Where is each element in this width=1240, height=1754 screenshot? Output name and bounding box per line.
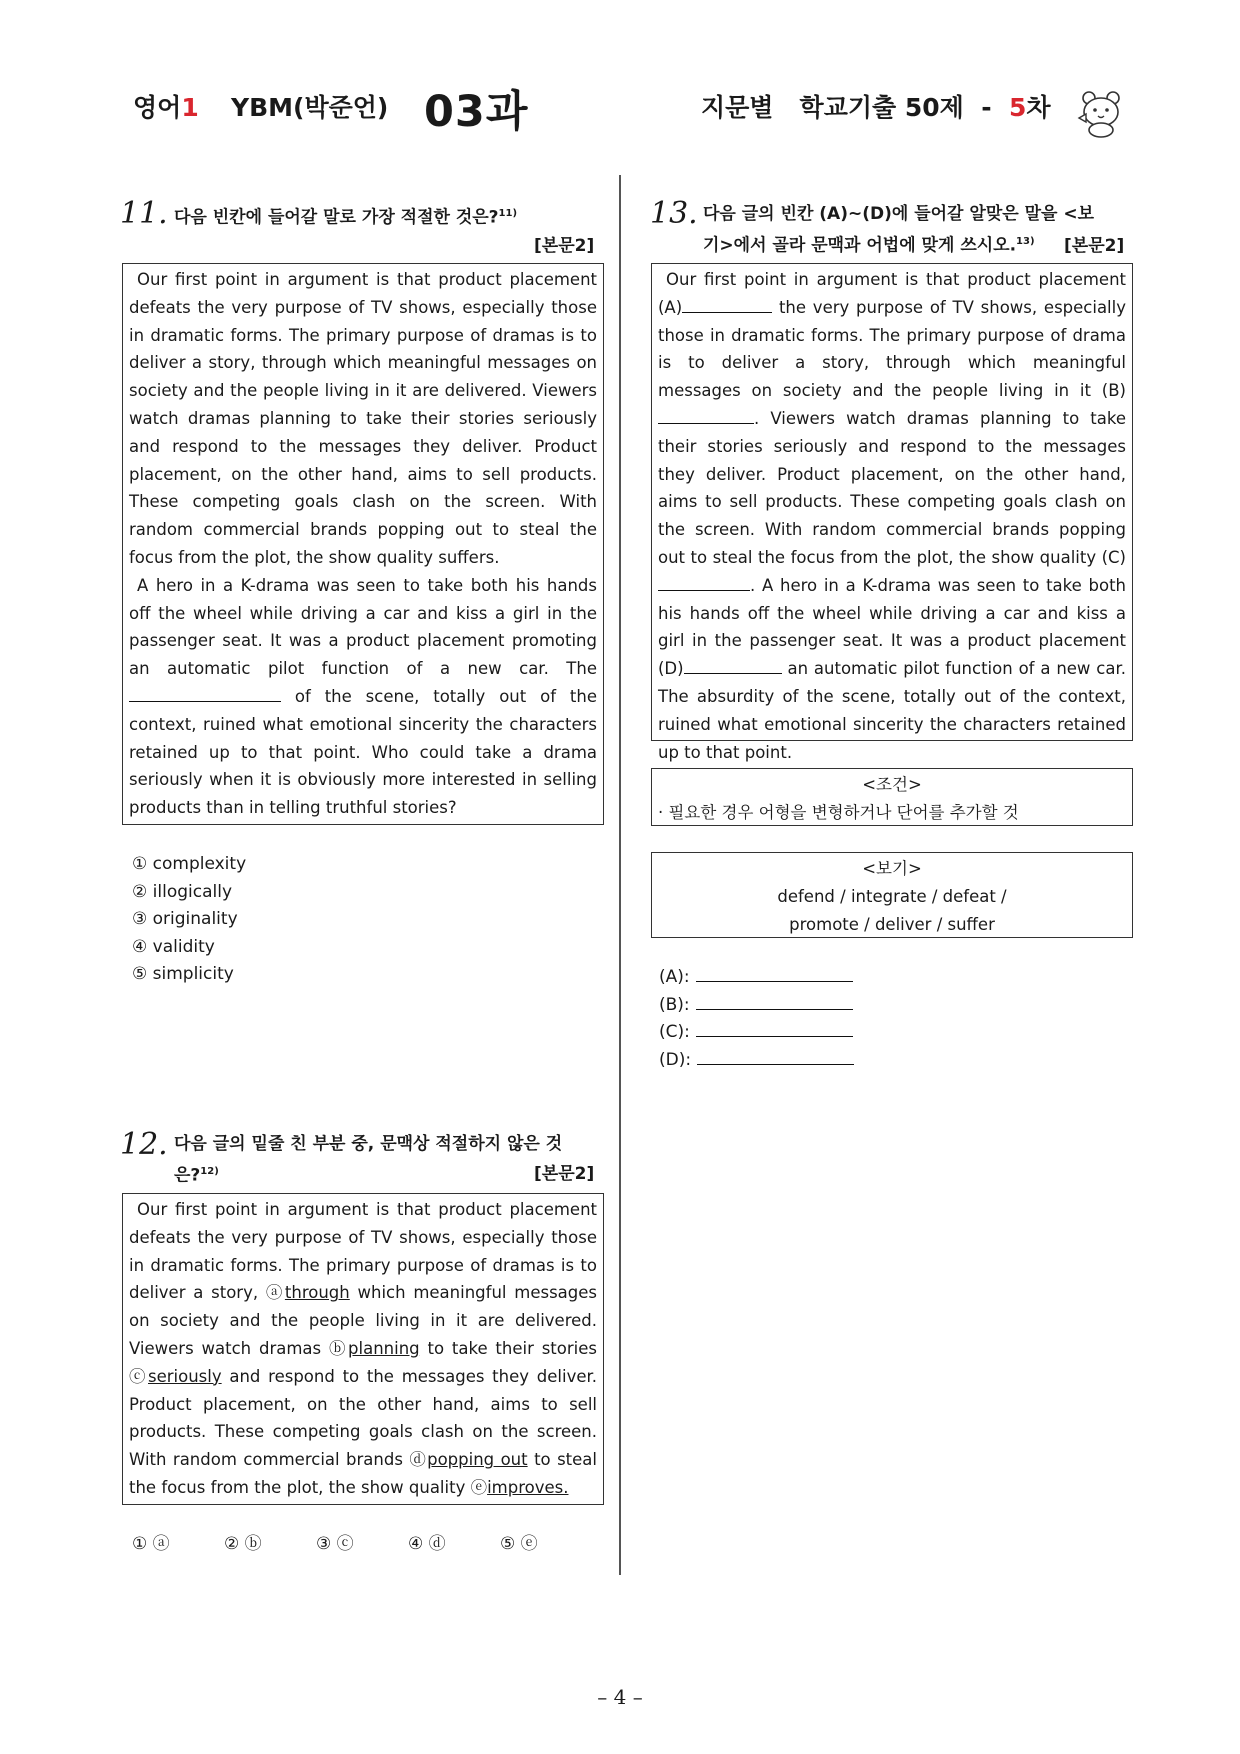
q11-option[interactable]: ③ originality xyxy=(132,909,238,930)
bogi-words-2: promote / deliver / suffer xyxy=(789,914,995,934)
q11-option[interactable]: ① complexity xyxy=(132,854,247,874)
answer-d[interactable]: (D): xyxy=(659,1047,854,1075)
q11-number: 11. xyxy=(120,196,168,231)
blank-b xyxy=(658,407,754,424)
condition-title: <조건> xyxy=(862,775,922,794)
blank-d xyxy=(684,657,782,674)
condition-box xyxy=(651,768,1133,826)
underlined-e: improves. xyxy=(487,1477,569,1497)
series-title: 지문별 학교기출 50제 - 5차 xyxy=(701,93,1051,122)
q12-option[interactable]: ② ⓑ xyxy=(224,1534,262,1554)
answer-a[interactable]: (A): xyxy=(659,964,854,992)
bogi-title: <보기> xyxy=(862,859,922,878)
bear-mascot-icon xyxy=(1075,88,1127,138)
q12-passage: Our first point in argument is that product placement defeats the very purpose of TV shows, especially those in dramatic forms. The primary purpose of dramas is to deliver a story, ⓐthrough which meaningful messages on society and the people living in it are delivered. Viewers watch dramas ⓑplanning to take their stories ⓒseriously and respond to the messages they deliver. Product placement, on the other hand, aims to sell products. These competing goals clash on the screen. With random commercial brands ⓓpopping out to steal the focus from the plot, the show quality ⓔimproves. xyxy=(122,1193,604,1505)
q11-paragraph-2: A hero in a K-drama was seen to take both his hands off the wheel while driving a car and kiss a girl in the passenger seat. It was a product placement promoting an automatic pilot function of a new car. The of the scene, totally out of the context, ruined what emotional sincerity the characters retained up to that point. Who could take a drama seriously when it is obviously more interested in selling products than in telling truthful stories? xyxy=(129,575,597,818)
page-number: – 4 – xyxy=(597,1685,643,1709)
subject-title: 영어1 xyxy=(133,93,199,122)
q12-option[interactable]: ⑤ ⓔ xyxy=(500,1534,538,1554)
condition-text: · 필요한 경우 어형을 변형하거나 단어를 추가할 것 xyxy=(658,802,1019,822)
q11-passage xyxy=(122,263,604,825)
q13-number: 13. xyxy=(650,196,698,231)
q11-options xyxy=(132,851,246,989)
underlined-a: through xyxy=(284,1283,350,1303)
q12-options xyxy=(132,1531,592,1559)
underlined-b: planning xyxy=(348,1338,420,1358)
q11-blank xyxy=(129,685,281,702)
q13-question: 다음 글의 빈칸 (A)~(D)에 들어갈 알맞은 말을 <보 기>에서 골라 문맥과 어법에 맞게 쓰시오.$^{13)}$ xyxy=(703,204,1095,256)
q12-tag: [본문2] xyxy=(534,1164,595,1184)
bogi-box xyxy=(651,852,1133,938)
underlined-d: popping out xyxy=(427,1450,528,1470)
subject-number: 1 xyxy=(181,93,199,122)
q12-question: 다음 글의 밑줄 친 부분 중, 문맥상 적절하지 않은 것 은?$^{12)}$ xyxy=(174,1134,563,1186)
answer-b[interactable]: (B): xyxy=(659,992,854,1020)
q13-passage: Our first point in argument is that product placement (A) the very purpose of TV shows, especially those in dramatic forms. The primary purpose of drama is to deliver a story, through which meaningful messages on society and the people living in it (B). Viewers watch dramas planning to take their stories seriously and respond to the messages they deliver. Product placement, on the other hand, aims to sell products. These competing goals clash on the screen. With random commercial brands popping out to steal the focus from the plot, the show quality (C). A hero in a K-drama was seen to take both his hands off the wheel while driving a car and kiss a girl in the passenger seat. It was a product placement (D) an automatic pilot function of a new car. The absurdity of the scene, totally out of the context, ruined what emotional sincerity the characters retained up to that point. xyxy=(651,263,1133,741)
round-number: 5 xyxy=(1009,93,1027,122)
q13-tag: [본문2] xyxy=(1064,236,1125,256)
q11-tag: [본문2] xyxy=(534,236,595,256)
bogi-words-1: defend / integrate / defeat / xyxy=(777,886,1007,906)
q11-option[interactable]: ④ validity xyxy=(132,936,215,957)
column-divider xyxy=(619,175,621,1575)
blank-a xyxy=(682,296,772,313)
q12-option[interactable]: ④ ⓓ xyxy=(408,1534,446,1554)
q12-option[interactable]: ③ ⓒ xyxy=(316,1534,354,1554)
publisher-title: YBM(박준언) xyxy=(231,93,389,122)
answer-c[interactable]: (C): xyxy=(659,1019,854,1047)
underlined-c: seriously xyxy=(148,1366,222,1386)
q11-option[interactable]: ② illogically xyxy=(132,881,232,902)
q11-question: 다음 빈칸에 들어갈 말로 가장 적절한 것은?$^{11)}$ xyxy=(174,207,518,228)
lesson-title: 03과 xyxy=(424,87,529,137)
answer-lines xyxy=(659,964,854,1074)
blank-c xyxy=(658,574,750,591)
q12-number: 12. xyxy=(120,1127,168,1162)
q11-option[interactable]: ⑤ simplicity xyxy=(132,964,234,985)
q12-option[interactable]: ① ⓐ xyxy=(132,1534,170,1554)
q11-paragraph-1: Our first point in argument is that product placement defeats the very purpose of TV shows, especially those in dramatic forms. The primary purpose of dramas is to deliver a story, through which meaningful messages on society and the people living in it are delivered. Viewers watch dramas planning to take their stories seriously and respond to the messages they deliver. Product placement, on the other hand, aims to sell products. These competing goals clash on the screen. With random commercial brands popping out to steal the focus from the plot, the show quality suffers. xyxy=(129,270,597,567)
